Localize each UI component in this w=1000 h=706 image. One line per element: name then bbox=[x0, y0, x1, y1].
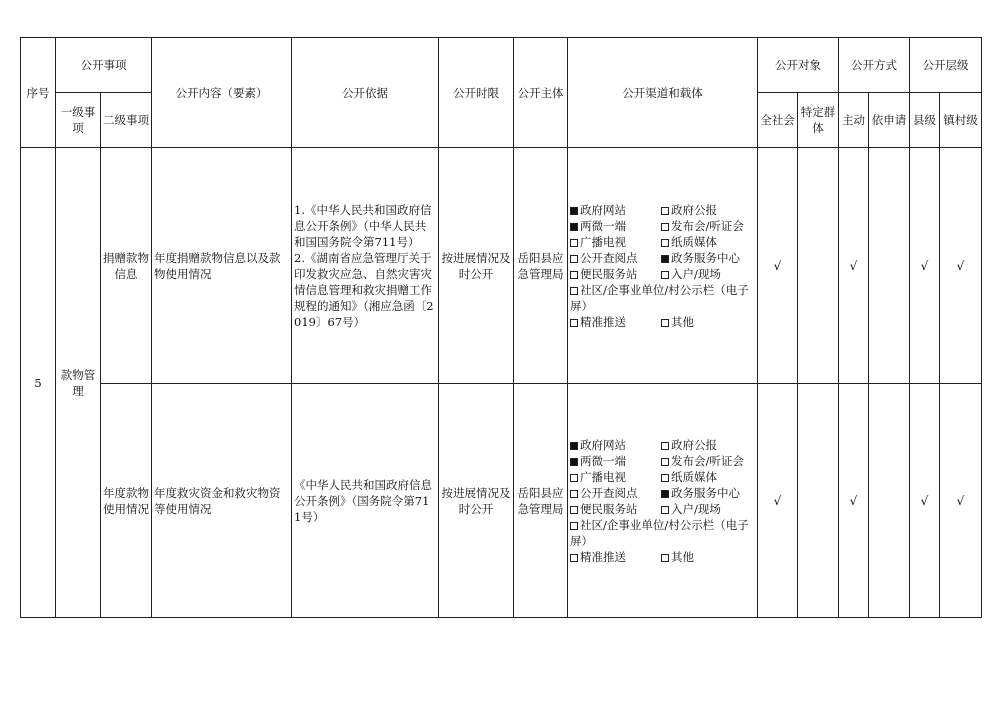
row-obj-specific bbox=[798, 384, 839, 618]
row-m-request bbox=[869, 148, 910, 384]
header-obj-specific: 特定群体 bbox=[798, 93, 839, 148]
checkbox-icon bbox=[661, 223, 669, 231]
header-seq: 序号 bbox=[21, 38, 56, 148]
row-obj-all: √ bbox=[758, 148, 798, 384]
row-level1: 款物管理 bbox=[56, 148, 101, 618]
channel-item: 两微一端 bbox=[570, 218, 661, 234]
checkbox-icon bbox=[661, 506, 669, 514]
checkbox-icon bbox=[570, 490, 578, 498]
row-channels bbox=[568, 384, 758, 618]
channel-item: 其他 bbox=[661, 314, 694, 330]
row-level2: 捐赠款物信息 bbox=[101, 148, 152, 384]
header-method-group: 公开方式 bbox=[839, 38, 910, 93]
row-lv-county: √ bbox=[910, 148, 940, 384]
row-basis: 《中华人民共和国政府信息公开条例》（国务院令第711号） bbox=[292, 384, 439, 618]
row-level2: 年度款物使用情况 bbox=[101, 384, 152, 618]
channel-item: 精准推送 bbox=[570, 549, 661, 565]
channel-item: 便民服务站 bbox=[570, 266, 661, 282]
channel-item: 政府公报 bbox=[661, 202, 717, 218]
disclosure-table bbox=[20, 37, 982, 618]
channel-item: 社区/企事业单位/村公示栏（电子屏） bbox=[570, 517, 749, 548]
checkbox-icon bbox=[570, 223, 578, 231]
row-lv-town: √ bbox=[940, 148, 982, 384]
row-content: 年度捐赠款物信息以及款物使用情况 bbox=[152, 148, 292, 384]
checkbox-icon bbox=[570, 506, 578, 514]
row-lv-town: √ bbox=[940, 384, 982, 618]
checkbox-icon bbox=[661, 474, 669, 482]
row-m-active: √ bbox=[839, 384, 869, 618]
channel-item: 社区/企事业单位/村公示栏（电子屏） bbox=[570, 282, 749, 313]
channel-item: 其他 bbox=[661, 549, 694, 565]
row-subject: 岳阳县应急管理局 bbox=[514, 148, 568, 384]
header-content: 公开内容（要素） bbox=[152, 38, 292, 148]
checkbox-icon bbox=[570, 319, 578, 327]
checkbox-icon bbox=[661, 490, 669, 498]
channel-item: 政务服务中心 bbox=[661, 250, 740, 266]
channel-item: 发布会/听证会 bbox=[661, 218, 744, 234]
checkbox-icon bbox=[570, 442, 578, 450]
channel-item: 广播电视 bbox=[570, 234, 661, 250]
row-lv-county: √ bbox=[910, 384, 940, 618]
header-channel: 公开渠道和载体 bbox=[568, 38, 758, 148]
checkbox-icon bbox=[570, 271, 578, 279]
checkbox-icon bbox=[661, 255, 669, 263]
header-obj-all: 全社会 bbox=[758, 93, 798, 148]
row-subject: 岳阳县应急管理局 bbox=[514, 384, 568, 618]
channel-item: 公开查阅点 bbox=[570, 485, 661, 501]
checkbox-icon bbox=[570, 554, 578, 562]
channel-item: 纸质媒体 bbox=[661, 234, 717, 250]
header-lv-county: 县级 bbox=[910, 93, 940, 148]
row-time-limit: 按进展情况及时公开 bbox=[439, 148, 514, 384]
row-m-request bbox=[869, 384, 910, 618]
channel-item: 政府网站 bbox=[570, 202, 661, 218]
row-content: 年度救灾资金和救灾物资等使用情况 bbox=[152, 384, 292, 618]
channel-item: 入户/现场 bbox=[661, 266, 721, 282]
header-lv-town: 镇村级 bbox=[940, 93, 982, 148]
row-seq: 5 bbox=[21, 148, 56, 618]
table-row bbox=[21, 384, 982, 618]
header-basis: 公开依据 bbox=[292, 38, 439, 148]
channel-item: 两微一端 bbox=[570, 453, 661, 469]
channel-item: 政府网站 bbox=[570, 437, 661, 453]
checkbox-icon bbox=[570, 522, 578, 530]
checkbox-icon bbox=[661, 554, 669, 562]
channel-item: 广播电视 bbox=[570, 469, 661, 485]
header-object-group: 公开对象 bbox=[758, 38, 839, 93]
channel-item: 政府公报 bbox=[661, 437, 717, 453]
header-m-active: 主动 bbox=[839, 93, 869, 148]
header-item-group: 公开事项 bbox=[56, 38, 152, 93]
channel-item: 政务服务中心 bbox=[661, 485, 740, 501]
checkbox-icon bbox=[570, 287, 578, 295]
checkbox-icon bbox=[661, 207, 669, 215]
checkbox-icon bbox=[570, 239, 578, 247]
checkbox-icon bbox=[661, 271, 669, 279]
checkbox-icon bbox=[570, 458, 578, 466]
channel-item: 便民服务站 bbox=[570, 501, 661, 517]
header-level1: 一级事项 bbox=[56, 93, 101, 148]
checkbox-icon bbox=[661, 442, 669, 450]
checkbox-icon bbox=[570, 474, 578, 482]
channel-item: 发布会/听证会 bbox=[661, 453, 744, 469]
checkbox-icon bbox=[570, 207, 578, 215]
row-obj-all: √ bbox=[758, 384, 798, 618]
row-channels bbox=[568, 148, 758, 384]
checkbox-icon bbox=[661, 319, 669, 327]
checkbox-icon bbox=[570, 255, 578, 263]
checkbox-icon bbox=[661, 458, 669, 466]
table-row bbox=[21, 148, 982, 384]
checkbox-icon bbox=[661, 239, 669, 247]
channel-item: 纸质媒体 bbox=[661, 469, 717, 485]
header-m-request: 依申请 bbox=[869, 93, 910, 148]
row-basis: 1.《中华人民共和国政府信息公开条例》（中华人民共和国国务院令第711号） 2.《湖南省应急管理厅关于印发救灾应急、自然灾害灾情信息管理和救灾捐赠工作规程的通知》（湘应急函〔2019〕67号） bbox=[292, 148, 439, 384]
header-level-group: 公开层级 bbox=[910, 38, 982, 93]
channel-item: 入户/现场 bbox=[661, 501, 721, 517]
row-obj-specific bbox=[798, 148, 839, 384]
row-m-active: √ bbox=[839, 148, 869, 384]
channel-item: 精准推送 bbox=[570, 314, 661, 330]
row-time-limit: 按进展情况及时公开 bbox=[439, 384, 514, 618]
header-time-limit: 公开时限 bbox=[439, 38, 514, 148]
header-level2: 二级事项 bbox=[101, 93, 152, 148]
header-subject: 公开主体 bbox=[514, 38, 568, 148]
channel-item: 公开查阅点 bbox=[570, 250, 661, 266]
